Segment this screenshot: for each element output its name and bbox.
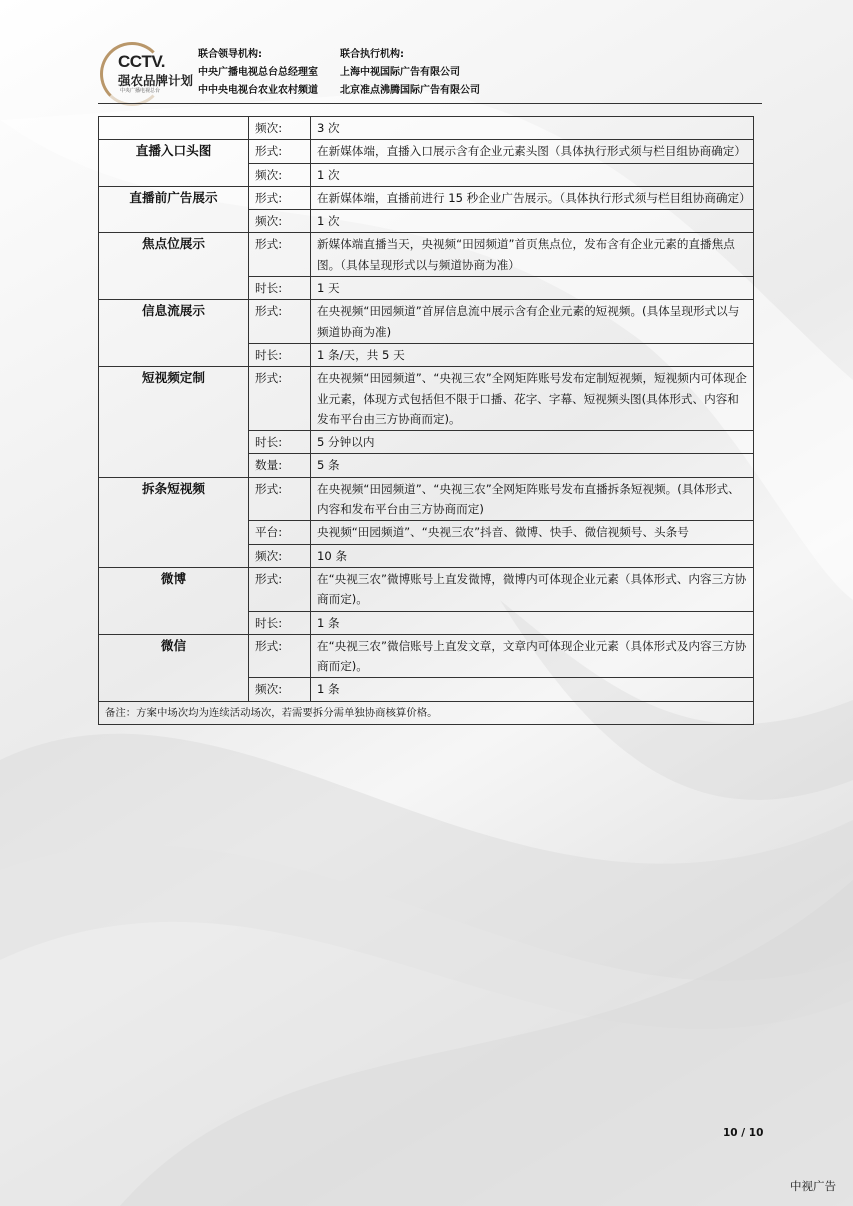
label-cell: 频次: — [249, 163, 311, 186]
category-cell: 微信 — [99, 634, 249, 701]
label-cell: 时长: — [249, 343, 311, 366]
label-cell: 时长: — [249, 611, 311, 634]
table-row — [99, 477, 754, 521]
value-cell: 央视频“田园频道”、“央视三农”抖音、微博、快手、微信视频号、头条号 — [311, 521, 754, 544]
org-title: 联合领导机构: — [198, 49, 262, 60]
label-cell: 形式: — [249, 634, 311, 678]
logo-cctv-text: CCTV. — [118, 52, 165, 71]
value-cell: 在央视频“田园频道”、“央视三农”全网矩阵账号发布定制短视频，短视频内可体现企业元素，体现方式包括但不限于口播、花字、字幕、短视频头图(具体形式、内容和发布平台由三方协商而定)。 — [311, 367, 754, 431]
value-cell: 5 分钟以内 — [311, 431, 754, 454]
value-cell: 在新媒体端，直播入口展示含有企业元素头图（具体执行形式须与栏目组协商确定） — [311, 140, 754, 163]
category-cell — [99, 117, 249, 140]
label-cell: 形式: — [249, 477, 311, 521]
table-row — [99, 233, 754, 277]
org-title: 联合执行机构: — [340, 49, 404, 60]
org-line: 上海中视国际广告有限公司 — [340, 67, 460, 78]
table-note: 备注：方案中场次均为连续活动场次，若需要拆分需单独协商核算价格。 — [99, 701, 754, 724]
table-row — [99, 300, 754, 344]
label-cell: 数量: — [249, 454, 311, 477]
value-cell: 1 条 — [311, 678, 754, 701]
value-cell: 1 条/天，共 5 天 — [311, 343, 754, 366]
media-plan-table — [98, 116, 754, 725]
value-cell: 5 条 — [311, 454, 754, 477]
table-row — [99, 367, 754, 431]
label-cell: 频次: — [249, 117, 311, 140]
org-line: 中中央电视台农业农村频道 — [198, 85, 318, 96]
value-cell: 1 天 — [311, 277, 754, 300]
header-divider — [98, 103, 762, 104]
label-cell: 时长: — [249, 431, 311, 454]
value-cell: 在“央视三农”微信账号上直发文章，文章内可体现企业元素（具体形式及内容三方协商而定)。 — [311, 634, 754, 678]
value-cell: 新媒体端直播当天，央视频“田园频道”首页焦点位，发布含有企业元素的直播焦点图。（具体呈现形式以与频道协商为准） — [311, 233, 754, 277]
value-cell: 10 条 — [311, 544, 754, 567]
category-cell: 拆条短视频 — [99, 477, 249, 567]
logo-plan-name: 强农品牌计划 — [118, 73, 194, 88]
value-cell: 1 次 — [311, 163, 754, 186]
value-cell: 在央视频“田园频道”首屏信息流中展示含有企业元素的短视频。(具体呈现形式以与频道协商为准) — [311, 300, 754, 344]
category-cell: 直播前广告展示 — [99, 186, 249, 233]
table-note-row — [99, 701, 754, 724]
label-cell: 形式: — [249, 140, 311, 163]
category-cell: 微博 — [99, 567, 249, 634]
table-row — [99, 567, 754, 611]
value-cell: 1 次 — [311, 210, 754, 233]
table-row — [99, 117, 754, 140]
label-cell: 频次: — [249, 678, 311, 701]
value-cell: 在央视频“田园频道”、“央视三农”全网矩阵账号发布直播拆条短视频。(具体形式、内容和发布平台由三方协商而定) — [311, 477, 754, 521]
value-cell: 在“央视三农”微博账号上直发微博，微博内可体现企业元素（具体形式、内容三方协商而定)。 — [311, 567, 754, 611]
joint-execution-org — [340, 46, 480, 100]
label-cell: 时长: — [249, 277, 311, 300]
label-cell: 形式: — [249, 300, 311, 344]
category-cell: 信息流展示 — [99, 300, 249, 367]
category-cell: 直播入口头图 — [99, 140, 249, 187]
footer-brand: 中视广告 — [790, 1179, 836, 1193]
label-cell: 频次: — [249, 210, 311, 233]
label-cell: 形式: — [249, 367, 311, 431]
page-number: 10 / 10 — [723, 1127, 764, 1139]
cctv-brand-logo — [96, 40, 194, 102]
label-cell: 频次: — [249, 544, 311, 567]
letterhead — [0, 0, 853, 110]
label-cell: 形式: — [249, 567, 311, 611]
label-cell: 形式: — [249, 186, 311, 209]
org-line: 中央广播电视总台总经理室 — [198, 67, 318, 78]
category-cell: 焦点位展示 — [99, 233, 249, 300]
table-row — [99, 140, 754, 163]
label-cell: 形式: — [249, 233, 311, 277]
table-row — [99, 634, 754, 678]
joint-leadership-org — [198, 46, 318, 100]
value-cell: 1 条 — [311, 611, 754, 634]
logo-subtitle: 中央广播电视总台 — [120, 88, 161, 94]
category-cell: 短视频定制 — [99, 367, 249, 477]
value-cell: 3 次 — [311, 117, 754, 140]
value-cell: 在新媒体端，直播前进行 15 秒企业广告展示。（具体执行形式须与栏目组协商确定） — [311, 186, 754, 209]
org-line: 北京准点沸腾国际广告有限公司 — [340, 85, 480, 96]
table-row — [99, 186, 754, 209]
label-cell: 平台: — [249, 521, 311, 544]
